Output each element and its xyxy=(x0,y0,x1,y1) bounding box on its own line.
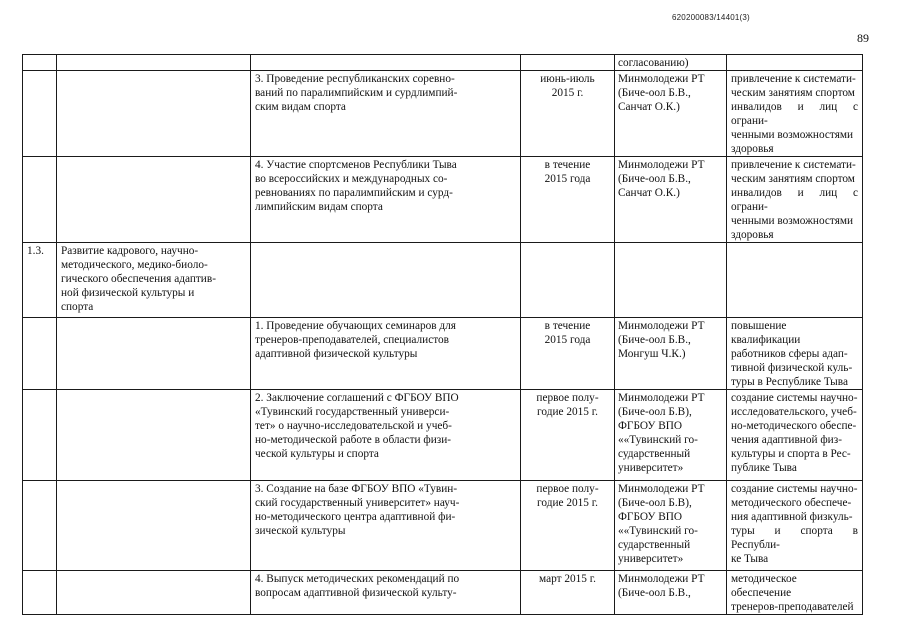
table-row xyxy=(23,571,863,615)
activity-cell: 2. Заключение соглашений с ФГБОУ ВПО «Тувинский государственный универси- тет» о научно-исследовательской и учеб- но-методической работе в области физи- ческой культуры и спорта xyxy=(251,390,521,481)
direction-cell xyxy=(57,157,251,243)
result-cell xyxy=(727,55,863,71)
activity-cell: 3. Проведение республиканских соревно- ваний по паралимпийским и сурдлимпий- ским видам спорта xyxy=(251,71,521,157)
term-cell: в течение 2015 года xyxy=(521,157,615,243)
table-row xyxy=(23,390,863,481)
row-number xyxy=(23,390,57,481)
section-number: 1.3. xyxy=(23,243,57,318)
direction-cell xyxy=(57,55,251,71)
row-number xyxy=(23,481,57,571)
responsible-cell: Минмолодежи РТ (Биче-оол Б.В), ФГБОУ ВПО ««Тувинский го- сударственный университет» xyxy=(615,481,727,571)
responsible-cell: Минмолодежи РТ (Биче-оол Б.В., xyxy=(615,571,727,615)
result-cell: привлечение к системати- ческим занятиям спортом инвалидов и лиц с ограни- ченными возможностями здоровья xyxy=(727,157,863,243)
result-cell: создание системы научно- методического обеспече- ния адаптивной физкуль- туры и спорта в Республи- ке Тыва xyxy=(727,481,863,571)
responsible-cell: Минмолодежи РТ (Биче-оол Б.В., Монгуш Ч.К.) xyxy=(615,318,727,390)
result-cell: привлечение к системати- ческим занятиям спортом инвалидов и лиц с ограни- ченными возможностями здоровья xyxy=(727,71,863,157)
responsible-cell: Минмолодежи РТ (Биче-оол Б.В., Санчат О.К.) xyxy=(615,71,727,157)
direction-cell xyxy=(57,571,251,615)
activity-cell xyxy=(251,243,521,318)
direction-cell xyxy=(57,71,251,157)
row-number xyxy=(23,571,57,615)
responsible-cell: Минмолодежи РТ (Биче-оол Б.В), ФГБОУ ВПО ««Тувинский го- сударственный университет» xyxy=(615,390,727,481)
row-number xyxy=(23,157,57,243)
row-number xyxy=(23,55,57,71)
table-row-section xyxy=(23,243,863,318)
section-direction-cell: Развитие кадрового, научно- методического, медико-биоло- гического обеспечения адаптив- ной физической культуры и спорта xyxy=(57,243,251,318)
term-cell xyxy=(521,55,615,71)
table-row xyxy=(23,55,863,71)
term-cell: первое полу- годие 2015 г. xyxy=(521,390,615,481)
table-row xyxy=(23,318,863,390)
page-number: 89 xyxy=(857,31,869,45)
direction-cell xyxy=(57,481,251,571)
result-cell: создание системы научно- исследовательского, учеб- но-методического обеспе- чения адаптивной физ- культуры и спорта в Рес- публике Тыва xyxy=(727,390,863,481)
result-cell xyxy=(727,243,863,318)
term-cell: март 2015 г. xyxy=(521,571,615,615)
responsible-cell: Минмолодежи РТ (Биче-оол Б.В., Санчат О.К.) xyxy=(615,157,727,243)
result-cell: повышение квалификации работников сферы адап- тивной физической куль- туры в Республике Тыва xyxy=(727,318,863,390)
table-row xyxy=(23,157,863,243)
activity-cell: 1. Проведение обучающих семинаров для тренеров-преподавателей, специалистов адаптивной физической культуры xyxy=(251,318,521,390)
responsible-cell xyxy=(615,243,727,318)
activity-cell: 4. Выпуск методических рекомендаций по вопросам адаптивной физической культу- xyxy=(251,571,521,615)
activity-cell: 4. Участие спортсменов Республики Тыва во всероссийских и международных со- ревнованиях по паралимпийским и сурд- лимпийским видам спорта xyxy=(251,157,521,243)
term-cell xyxy=(521,243,615,318)
activity-cell: 3. Создание на базе ФГБОУ ВПО «Тувин- ский государственный университет» науч- но-методического центра адаптивной фи- зической культуры xyxy=(251,481,521,571)
activity-cell xyxy=(251,55,521,71)
term-cell: в течение 2015 года xyxy=(521,318,615,390)
row-number xyxy=(23,71,57,157)
direction-cell xyxy=(57,318,251,390)
table-row xyxy=(23,71,863,157)
responsible-cell: согласованию) xyxy=(615,55,727,71)
direction-cell xyxy=(57,390,251,481)
term-cell: июнь-июль 2015 г. xyxy=(521,71,615,157)
table-row xyxy=(23,481,863,571)
row-number xyxy=(23,318,57,390)
document-number: 620200083/14401(3) xyxy=(672,13,750,22)
result-cell: методическое обеспечение тренеров-преподавателей xyxy=(727,571,863,615)
term-cell: первое полу- годие 2015 г. xyxy=(521,481,615,571)
plan-table xyxy=(22,54,863,615)
